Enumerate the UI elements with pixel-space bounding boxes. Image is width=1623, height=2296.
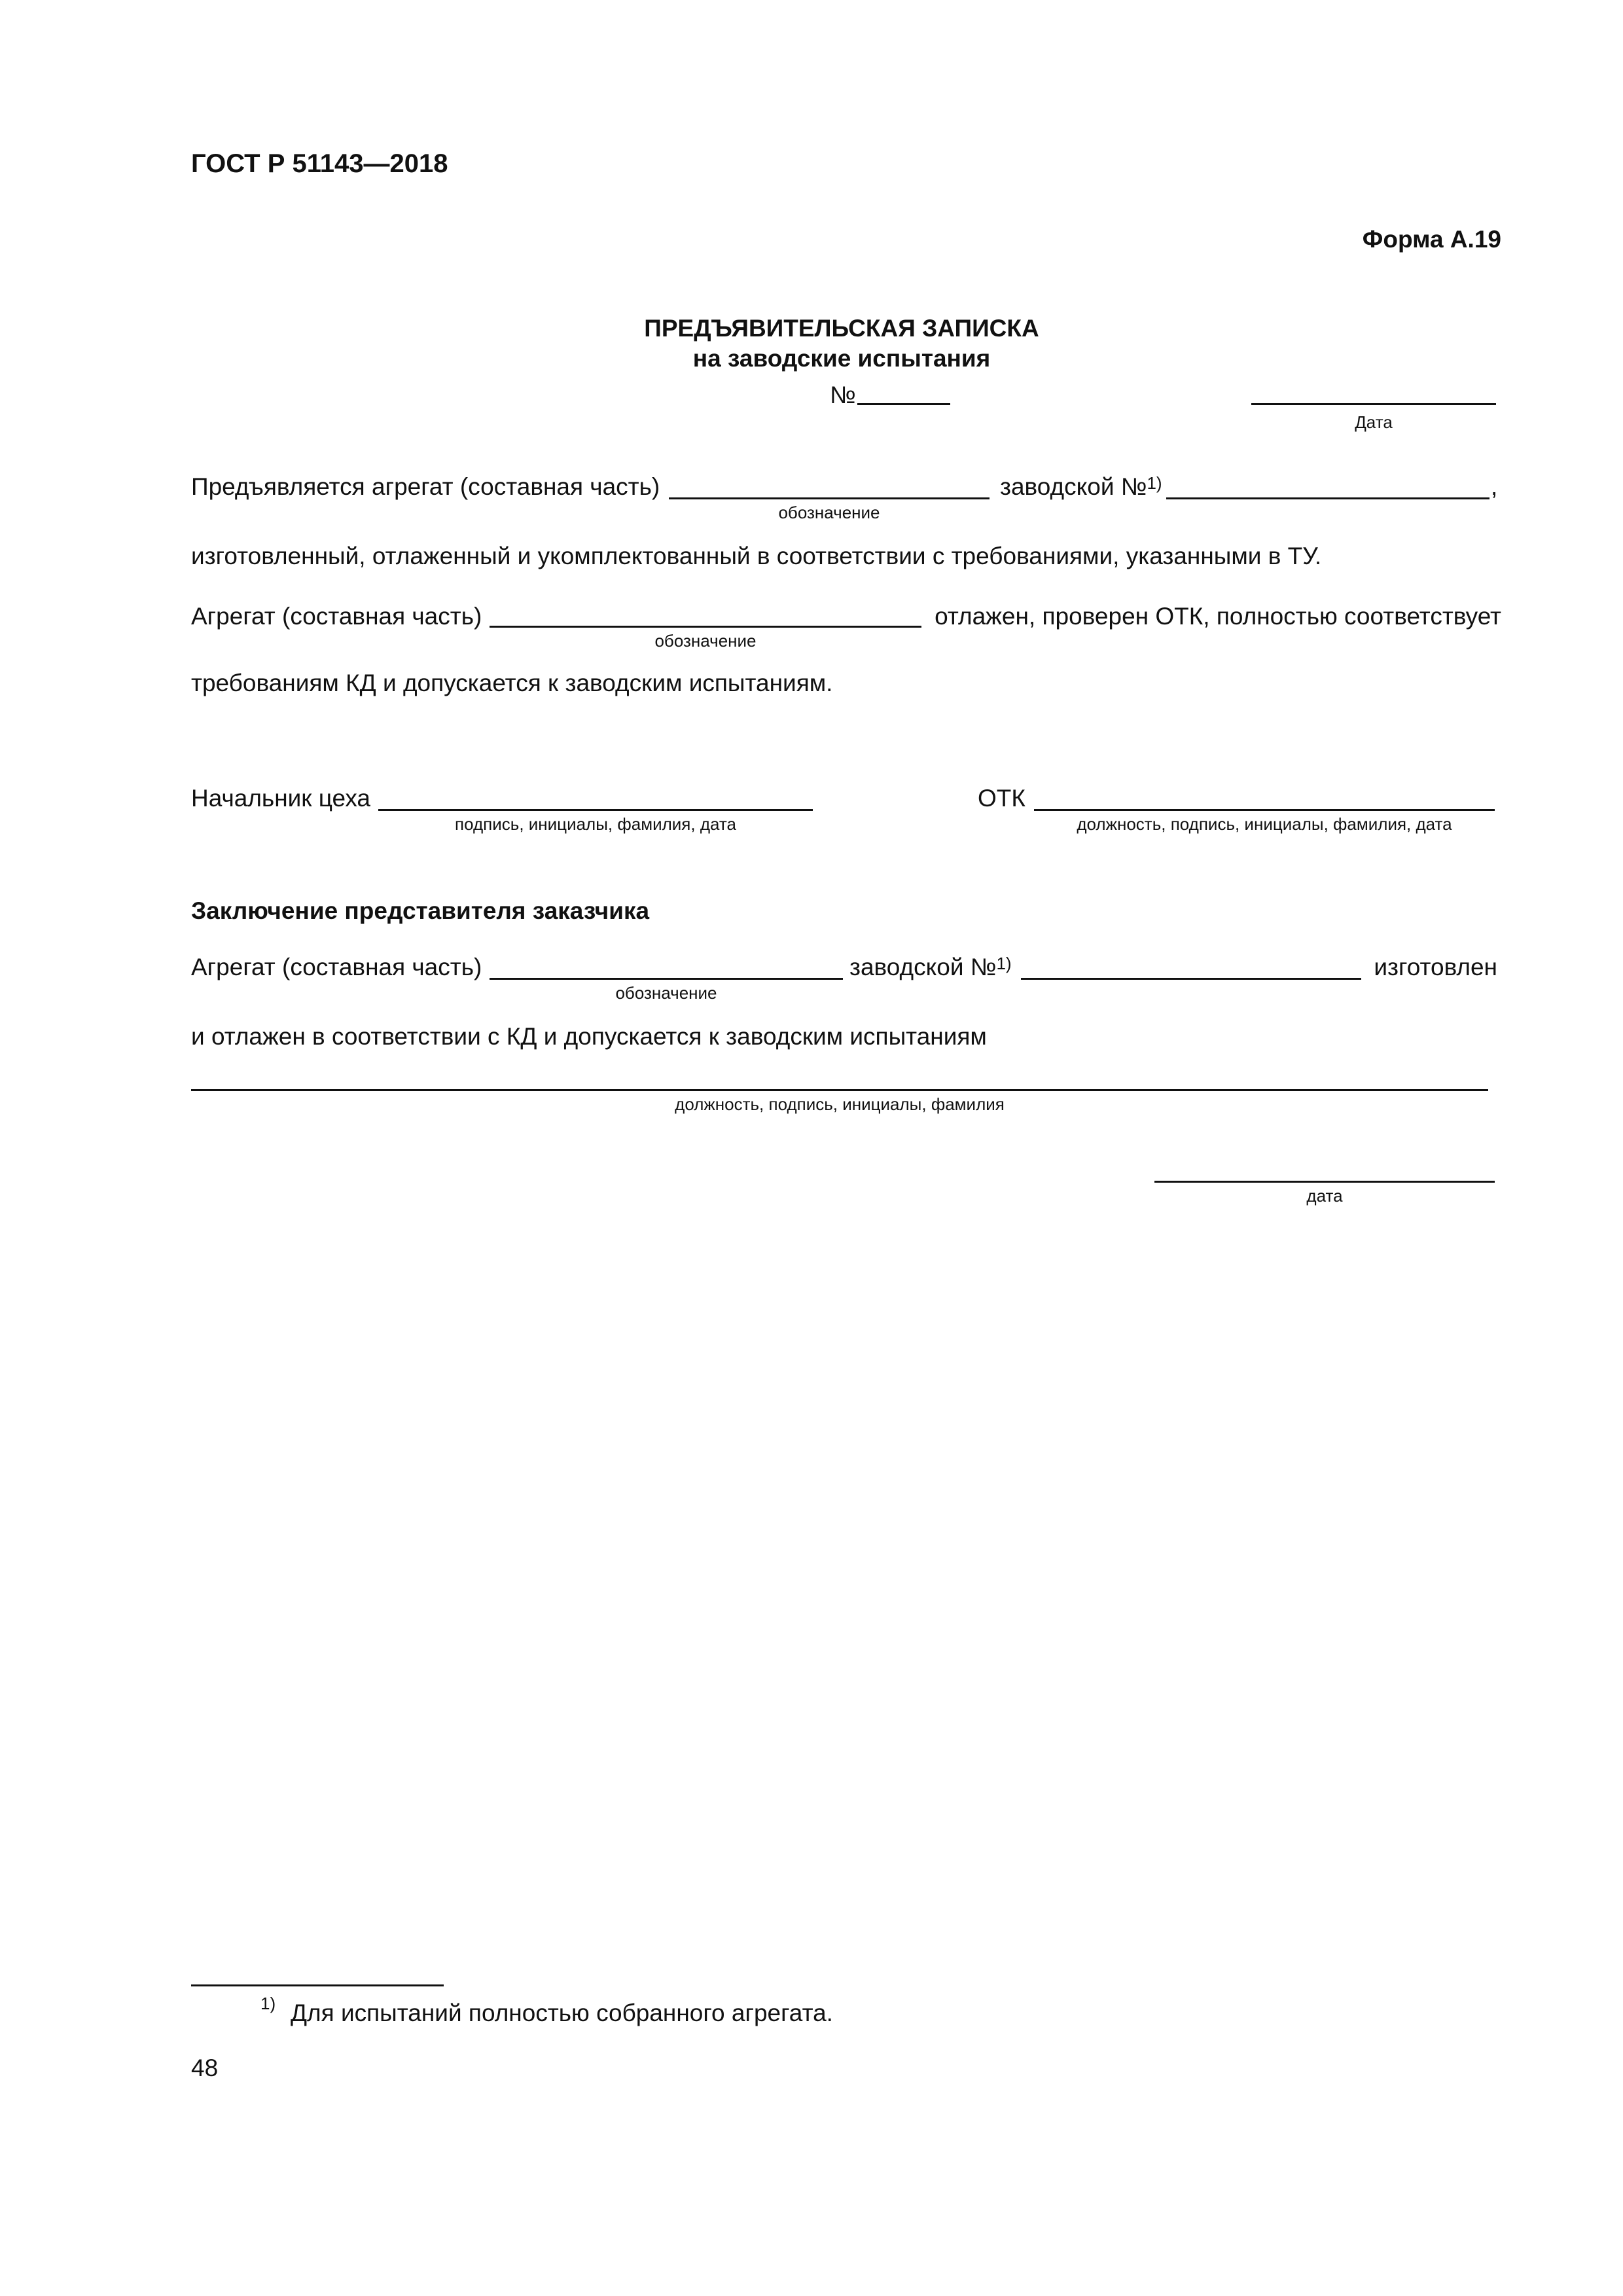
designation-caption: обозначение xyxy=(778,503,880,522)
unit-line-start: Агрегат (составная часть) xyxy=(191,603,482,630)
footnote-reference-2: 1) xyxy=(996,954,1012,973)
conclusion-serial-field[interactable] xyxy=(1021,978,1361,980)
date-field[interactable] xyxy=(1251,403,1496,405)
number-label: № xyxy=(830,382,856,408)
shop-head-label: Начальник цеха xyxy=(191,785,370,812)
conclusion-heading: Заключение представителя заказчика xyxy=(191,897,650,924)
otk-label: ОТК xyxy=(978,785,1026,812)
conclusion-line-2: и отлажен в соответствии с КД и допускается к заводским испытаниям xyxy=(191,1023,987,1050)
conclusion-line-end: изготовлен xyxy=(1374,954,1497,980)
serial-number-label: заводской №$^{1)}$ xyxy=(1000,473,1162,500)
representative-caption: должность, подпись, инициалы, фамилия xyxy=(675,1094,1005,1114)
unit-designation-field[interactable] xyxy=(669,497,990,499)
otk-caption: должность, подпись, инициалы, фамилия, дата xyxy=(1077,814,1452,834)
document-title: ПРЕДЪЯВИТЕЛЬСКАЯ ЗАПИСКА xyxy=(644,315,1039,342)
serial-number-field[interactable] xyxy=(1166,497,1489,499)
conclusion-date-caption: дата xyxy=(1306,1186,1343,1206)
footnote-separator xyxy=(191,1984,444,1986)
shop-head-caption: подпись, инициалы, фамилия, дата xyxy=(455,814,736,834)
unit-line-end: отлажен, проверен ОТК, полностью соответствует xyxy=(935,603,1501,630)
requirements-line: требованиям КД и допускается к заводским испытаниям. xyxy=(191,670,833,696)
footnote-text: Для испытаний полностью собранного агрегата. xyxy=(291,2000,833,2026)
unit-designation-field-2[interactable] xyxy=(490,626,921,628)
number-field[interactable] xyxy=(857,403,950,405)
footnote-marker: 1) xyxy=(260,1994,276,2013)
designation-caption-2: обозначение xyxy=(654,631,757,651)
conclusion-line-start: Агрегат (составная часть) xyxy=(191,954,482,980)
conclusion-serial-label: заводской №$^{1)}$ xyxy=(849,954,1012,980)
standard-number: ГОСТ Р 51143—2018 xyxy=(191,149,448,178)
representative-signature-field[interactable] xyxy=(191,1089,1488,1091)
conclusion-date-field[interactable] xyxy=(1154,1181,1495,1183)
comma: , xyxy=(1491,473,1498,500)
otk-signature-field[interactable] xyxy=(1034,809,1495,811)
conclusion-designation-field[interactable] xyxy=(490,978,843,980)
form-id: Форма А.19 xyxy=(1362,226,1501,253)
presentation-line-start: Предъявляется агрегат (составная часть) xyxy=(191,473,660,500)
document-subtitle: на заводские испытания xyxy=(692,345,991,372)
page-number: 48 xyxy=(191,2054,219,2081)
date-caption: Дата xyxy=(1355,412,1393,432)
conclusion-designation-caption: обозначение xyxy=(615,983,717,1003)
manufactured-line: изготовленный, отлаженный и укомплектованный в соответствии с требованиями, указанными в ТУ. xyxy=(191,543,1322,569)
shop-head-signature-field[interactable] xyxy=(378,809,813,811)
footnote-reference: 1) xyxy=(1147,473,1162,493)
